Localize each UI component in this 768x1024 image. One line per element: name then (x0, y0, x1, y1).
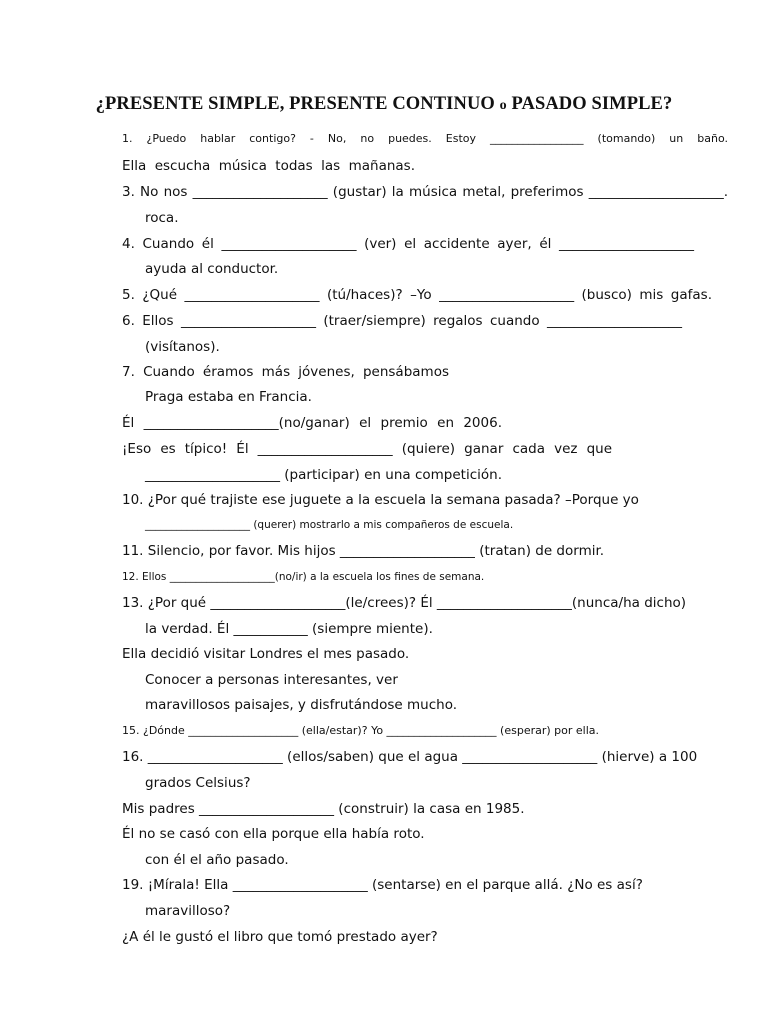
exercise-line: Ella decidió visitar Londres el mes pasado. (122, 646, 410, 662)
exercise-line: la verdad. Él ___________ (siempre miente). (145, 621, 433, 637)
exercise-line: ____________________ (participar) en una competición. (145, 467, 502, 483)
exercise-line: 5. ¿Qué ____________________ (tú/haces)? –Yo ____________________ (busco) mis gafas. (122, 287, 712, 303)
exercise-line: grados Celsius? (145, 775, 251, 791)
exercise-line: Mis padres ____________________ (construir) la casa en 1985. (122, 801, 525, 817)
exercise-line: 16. ____________________ (ellos/saben) que el agua ____________________ (hierve) a 100 (122, 749, 698, 765)
exercise-line: Ella escucha música todas las mañanas. (122, 158, 415, 174)
exercise-line: ____________________ (querer) mostrarlo a mis compañeros de escuela. (145, 519, 514, 531)
exercise-line: 3. No nos ____________________ (gustar) la música metal, preferimos ____________________. (122, 184, 728, 200)
exercise-line: Él ____________________(no/ganar) el premio en 2006. (122, 415, 502, 431)
exercise-line: 13. ¿Por qué ____________________(le/crees)? Él ____________________(nunca/ha dicho) (122, 595, 687, 611)
exercise-line: con él el año pasado. (145, 852, 289, 868)
exercise-line: maravillosos paisajes, y disfrutándose mucho. (145, 697, 458, 713)
exercise-line: 4. Cuando él ____________________ (ver) el accidente ayer, él ____________________ (122, 236, 694, 252)
exercise-line: 7. Cuando éramos más jóvenes, pensábamos (122, 364, 449, 380)
exercise-line: 6. Ellos ____________________ (traer/siempre) regalos cuando ____________________ (122, 313, 682, 329)
exercise-line: (visítanos). (145, 339, 220, 355)
exercise-line: ¡Eso es típico! Él ____________________ (quiere) ganar cada vez que (122, 441, 612, 457)
exercise-line: 11. Silencio, por favor. Mis hijos ____________________ (tratan) de dormir. (122, 543, 605, 559)
exercise-line: 10. ¿Por qué trajiste ese juguete a la escuela la semana pasada? –Porque yo (122, 492, 639, 508)
exercise-line: Praga estaba en Francia. (145, 389, 312, 405)
exercise-line: maravilloso? (145, 903, 231, 919)
title-part-2: o (499, 98, 507, 113)
exercise-line: roca. (145, 210, 179, 226)
exercise-line: ¿A él le gustó el libro que tomó prestado ayer? (122, 929, 438, 945)
exercise-line: 15. ¿Dónde ____________________ (ella/estar)? Yo ____________________ (esperar) por ella. (122, 724, 600, 737)
exercise-line: 12. Ellos ____________________(no/ir) a la escuela los fines de semana. (122, 571, 485, 583)
exercise-line: 1. ¿Puedo hablar contigo? - No, no puedes. Estoy _________________ (tomando) un baño. (122, 132, 728, 145)
exercise-line: Él no se casó con ella porque ella había roto. (122, 826, 425, 842)
page-title (0, 94, 768, 115)
title-part-3: PASADO SIMPLE? (506, 94, 673, 114)
title-part-1: ¿PRESENTE SIMPLE, PRESENTE CONTINUO (95, 94, 500, 114)
exercise-line: Conocer a personas interesantes, ver (145, 672, 398, 688)
exercise-line: ayuda al conductor. (145, 261, 279, 277)
exercise-line: 19. ¡Mírala! Ella ____________________ (sentarse) en el parque allá. ¿No es así? (122, 877, 643, 893)
